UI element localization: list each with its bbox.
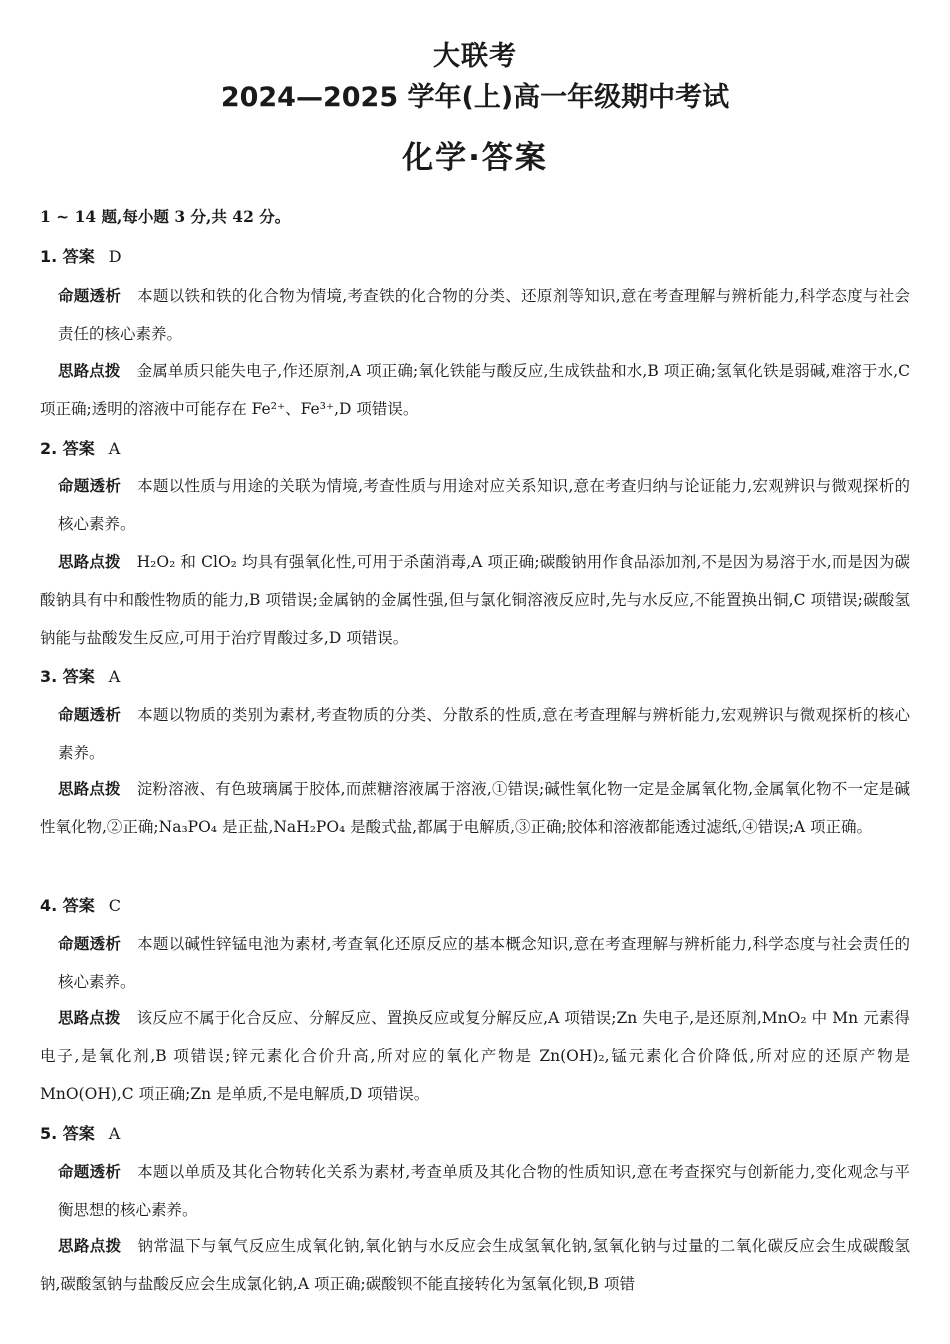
question-3-heading [40,664,120,687]
solution-label: 思路点拨 [58,553,121,571]
question-number: 2. 答案 [40,439,95,458]
solution-text: 金属单质只能失电子,作还原剂,A 项正确;氧化铁能与酸反应,生成铁盐和水,B 项正确;氢氧化铁是弱碱,难溶于水,C 项正确;透明的溶液中可能存在 Fe²⁺、Fe³⁺,D 项错误。 [40,362,910,418]
analysis-label: 命题透析 [58,935,122,953]
subject-title: 化学·答案 [402,140,548,176]
answer-letter: C [108,896,122,915]
solution-text: 淀粉溶液、有色玻璃属于胶体,而蔗糖溶液属于溶液,①错误;碱性氧化物一定是金属氧化物,金属氧化物不一定是碱性氧化物,②正确;Na₃PO₄ 是正盐,NaH₂PO₄ 是酸式盐,都属于电解质,③正确;胶体和溶液都能透过滤纸,④错误;A 项正确。 [40,780,910,836]
answer-letter: D [108,247,122,266]
question-4-analysis [58,925,910,1001]
answer-letter: A [108,439,121,458]
question-1-heading [40,244,122,267]
question-3-analysis [58,696,910,772]
analysis-text: 本题以铁和铁的化合物为情境,考查铁的化合物的分类、还原剂等知识,意在考查理解与辨析能力,科学态度与社会责任的核心素养。 [58,287,910,343]
solution-text: 钠常温下与氧气反应生成氧化钠,氧化钠与水反应会生成氢氧化钠,氢氧化钠与过量的二氧化碳反应会生成碳酸氢钠,碳酸氢钠与盐酸反应会生成氯化钠,A 项正确;碳酸钡不能直接转化为氢氧化钡,B 项错 [40,1237,910,1293]
question-number: 3. 答案 [40,667,95,686]
solution-label: 思路点拨 [58,780,121,798]
question-3-solution [40,770,910,846]
question-5-solution [40,1227,910,1303]
answer-letter: A [108,1124,121,1143]
exam-title: 2024—2025 学年(上)高一年级期中考试 [220,82,730,113]
analysis-text: 本题以碱性锌锰电池为素材,考查氧化还原反应的基本概念知识,意在考查理解与辨析能力,科学态度与社会责任的核心素养。 [58,935,910,991]
solution-text: H₂O₂ 和 ClO₂ 均具有强氧化性,可用于杀菌消毒,A 项正确;碳酸钠用作食品添加剂,不是因为易溶于水,而是因为碳酸钠具有中和酸性物质的能力,B 项错误;金属钠的金属性强,但与氯化铜溶液反应时,先与水反应,不能置换出铜,C 项错误;碳酸氢钠能与盐酸发生反应,可用于治疗胃酸过多,D 项错误。 [40,553,910,647]
question-5-analysis [58,1153,910,1229]
question-4-heading [40,893,121,916]
question-1-solution [40,352,910,428]
analysis-label: 命题透析 [58,706,122,724]
analysis-text: 本题以单质及其化合物转化关系为素材,考查单质及其化合物的性质知识,意在考查探究与创新能力,变化观念与平衡思想的核心素养。 [58,1163,910,1219]
scoring-intro: 1 ~ 14 题,每小题 3 分,共 42 分。 [40,207,291,226]
question-number: 1. 答案 [40,247,95,266]
solution-label: 思路点拨 [58,1009,121,1027]
analysis-label: 命题透析 [58,477,122,495]
answer-letter: A [108,667,121,686]
solution-label: 思路点拨 [58,362,121,380]
analysis-text: 本题以物质的类别为素材,考查物质的分类、分散系的性质,意在考查理解与辨析能力,宏观辨识与微观探析的核心素养。 [58,706,910,762]
analysis-label: 命题透析 [58,287,122,305]
analysis-text: 本题以性质与用途的关联为情境,考查性质与用途对应关系知识,意在考查归纳与论证能力,宏观辨识与微观探析的核心素养。 [58,477,910,533]
question-number: 4. 答案 [40,896,95,915]
question-number: 5. 答案 [40,1124,95,1143]
question-2-analysis [58,467,910,543]
question-1-analysis [58,277,910,353]
question-2-heading [40,436,120,459]
analysis-label: 命题透析 [58,1163,122,1181]
solution-label: 思路点拨 [58,1237,122,1255]
solution-text: 该反应不属于化合反应、分解反应、置换反应或复分解反应,A 项错误;Zn 失电子,是还原剂,MnO₂ 中 Mn 元素得电子,是氧化剂,B 项错误;锌元素化合价升高,所对应的氧化产物是 Zn(OH)₂,锰元素化合价降低,所对应的还原产物是 MnO(OH),C 项正确;Zn 是单质,不是电解质,D 项错误。 [40,1009,910,1103]
question-2-solution [40,543,910,657]
question-5-heading [40,1121,120,1144]
exam-brand: 大联考 [433,41,517,72]
question-4-solution [40,999,910,1113]
